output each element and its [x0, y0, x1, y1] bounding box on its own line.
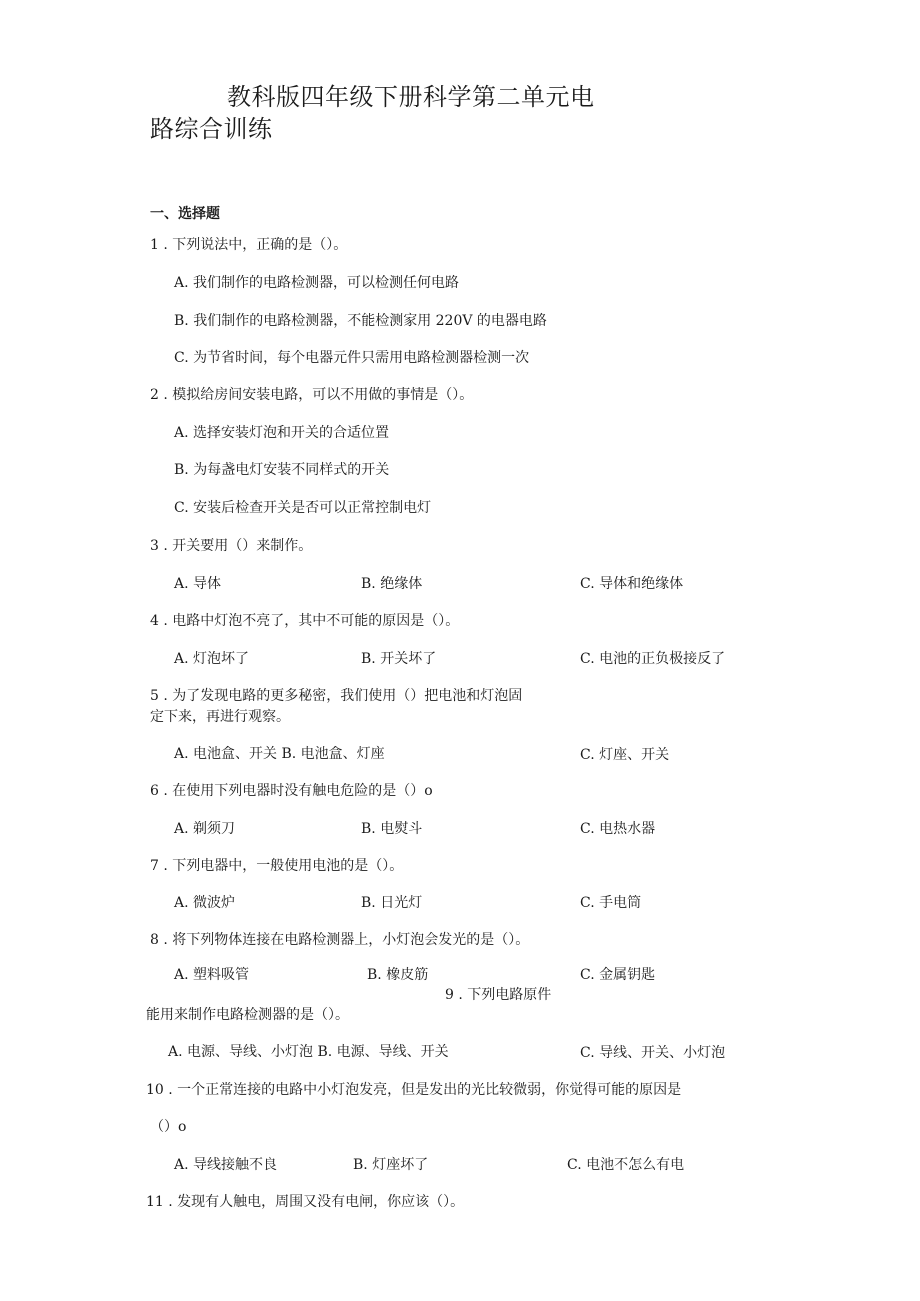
question-2-option-b: B. 为每盏电灯安装不同样式的开关	[174, 462, 390, 478]
question-7-stem: 7 . 下列电器中，一般使用电池的是（）。	[150, 858, 404, 874]
question-4-option-b: B. 开关坏了	[361, 651, 437, 667]
question-9-option-ab: A. 电源、导线、小灯泡 B. 电源、导线、开关	[168, 1044, 449, 1060]
question-1-option-c: C. 为节省时间，每个电器元件只需用电路检测器检测一次	[174, 350, 530, 366]
question-9-stem-cont: 能用来制作电路检测器的是（）。	[146, 1007, 349, 1023]
question-9-stem: 9 . 下列电路原件	[445, 987, 552, 1003]
question-2-stem: 2 . 模拟给房间安装电路，可以不用做的事情是（）。	[150, 387, 474, 403]
question-8-option-c: C. 金属钥匙	[580, 967, 656, 983]
question-5-stem-cont: 定下来，再进行观察。	[150, 709, 290, 725]
question-7-option-b: B. 日光灯	[361, 895, 423, 911]
question-2-option-a: A. 选择安装灯泡和开关的合适位置	[174, 425, 390, 441]
question-1-option-b: B. 我们制作的电路检测器，不能检测家用 220V 的电器电路	[174, 313, 547, 329]
question-1-option-a: A. 我们制作的电路检测器，可以检测任何电路	[174, 275, 460, 291]
question-3-option-c: C. 导体和绝缘体	[580, 576, 684, 592]
question-4-option-c: C. 电池的正负极接反了	[580, 651, 726, 667]
question-2-option-c: C. 安装后检查开关是否可以正常控制电灯	[174, 500, 432, 516]
question-8-stem: 8 . 将下列物体连接在电路检测器上，小灯泡会发光的是（）。	[150, 932, 530, 948]
section-heading: 一、选择题	[150, 206, 220, 222]
question-7-option-c: C. 手电筒	[580, 895, 642, 911]
question-8-option-a: A. 塑料吸管	[174, 967, 250, 983]
question-10-option-b: B. 灯座坏了	[353, 1157, 429, 1173]
question-10-stem: 10 . 一个正常连接的电路中小灯泡发亮，但是发出的光比较微弱，你觉得可能的原因是	[146, 1082, 682, 1098]
question-7-option-a: A. 微波炉	[174, 895, 236, 911]
question-11-stem: 11 . 发现有人触电，周围又没有电闸，你应该（）。	[146, 1194, 465, 1210]
question-10-option-c: C. 电池不怎么有电	[567, 1157, 685, 1173]
question-6-option-c: C. 电热水器	[580, 821, 656, 837]
question-3-option-a: A. 导体	[174, 576, 222, 592]
question-5-option-c: C. 灯座、开关	[580, 747, 670, 763]
question-9-option-c: C. 导线、开关、小灯泡	[580, 1045, 726, 1061]
question-6-option-b: B. 电熨斗	[361, 821, 423, 837]
question-5-stem: 5 . 为了发现电路的更多秘密，我们使用（）把电池和灯泡固	[150, 688, 523, 704]
doc-title-line-1: 教科版四年级下册科学第二单元电	[227, 83, 595, 111]
question-4-stem: 4 . 电路中灯泡不亮了，其中不可能的原因是（）。	[150, 613, 460, 629]
doc-title-line-2: 路综合训练	[150, 115, 273, 143]
question-6-option-a: A. 剃须刀	[174, 821, 236, 837]
question-3-option-b: B. 绝缘体	[361, 576, 423, 592]
question-10-option-a: A. 导线接触不良	[174, 1157, 278, 1173]
question-1-stem: 1 . 下列说法中，正确的是（）。	[150, 237, 348, 253]
question-8-option-b: B. 橡皮筋	[367, 967, 429, 983]
question-5-option-ab: A. 电池盒、开关 B. 电池盒、灯座	[174, 746, 385, 762]
question-4-option-a: A. 灯泡坏了	[174, 651, 250, 667]
question-10-stem-cont: （）o	[150, 1119, 187, 1135]
question-6-stem: 6 . 在使用下列电器时没有触电危险的是（）o	[150, 783, 433, 799]
question-3-stem: 3 . 开关要用（）来制作。	[150, 538, 313, 554]
